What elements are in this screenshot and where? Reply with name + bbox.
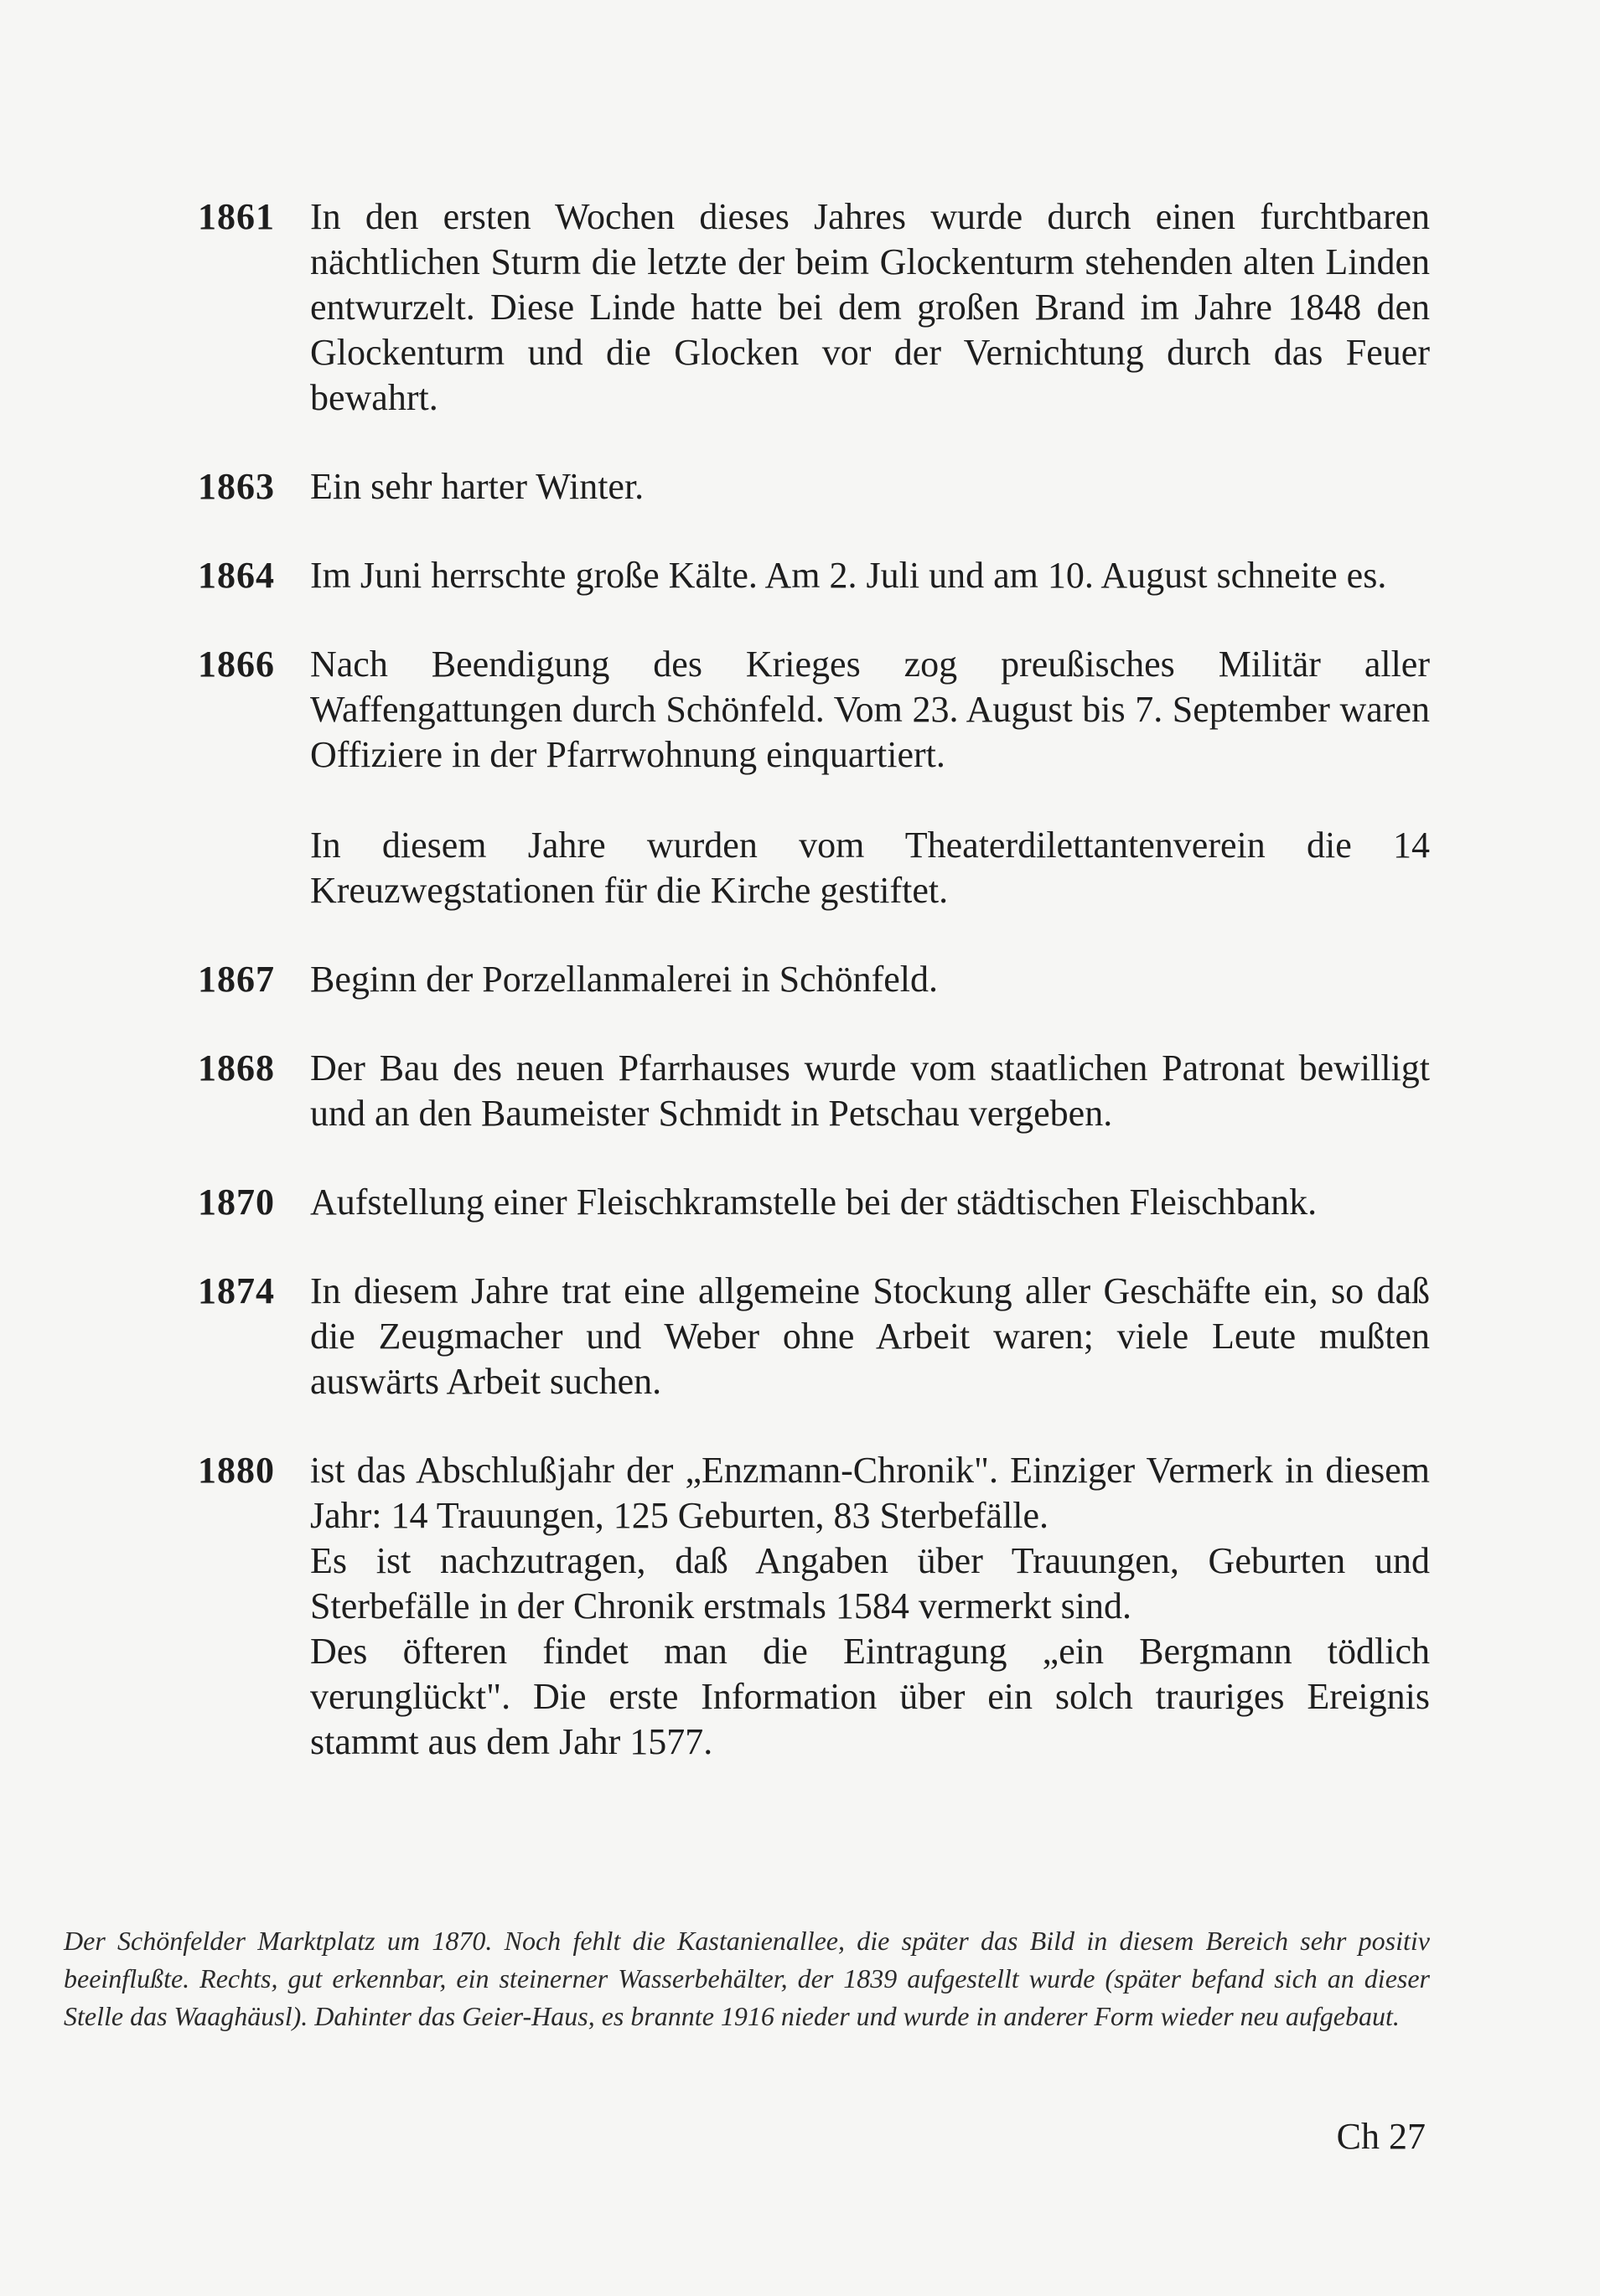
entry-year: 1874 [198, 1270, 275, 1311]
chronicle-entries [198, 194, 1430, 1808]
entry-body [310, 464, 1430, 509]
chronicle-entry [198, 1046, 1430, 1136]
entry-paragraph: Ein sehr harter Winter. [310, 466, 645, 507]
entry-year: 1870 [198, 1182, 275, 1223]
chronicle-entry [198, 464, 1430, 509]
entry-body [310, 553, 1430, 598]
entry-body [310, 642, 1430, 913]
entry-year: 1880 [198, 1450, 275, 1491]
entry-paragraph: ist das Abschlußjahr der „Enzmann-Chronik". Einziger Vermerk in diesem Jahr: 14 Trauungen, 125 Geburten, 83 Sterbefälle. [310, 1450, 1430, 1536]
entry-year: 1868 [198, 1047, 275, 1089]
entry-paragraph: Im Juni herrschte große Kälte. Am 2. Juli und am 10. August schneite es. [310, 555, 1387, 596]
chronicle-entry [198, 194, 1430, 421]
entry-paragraph: Der Bau des neuen Pfarrhauses wurde vom staatlichen Patronat bewilligt und an den Baumeister Schmidt in Petschau vergeben. [310, 1047, 1430, 1134]
entry-paragraph: In diesem Jahre trat eine allgemeine Stockung aller Geschäfte ein, so daß die Zeugmacher und Weber ohne Arbeit waren; viele Leute mußten auswärts Arbeit suchen. [310, 1270, 1430, 1402]
chronicle-entry [198, 1180, 1430, 1225]
entry-body [310, 1269, 1430, 1404]
chronicle-entry [198, 1269, 1430, 1404]
entry-body [310, 1448, 1430, 1765]
entry-year: 1866 [198, 644, 275, 685]
page-number: Ch 27 [1336, 2116, 1426, 2157]
entry-body [310, 957, 1430, 1002]
entry-body [310, 1046, 1430, 1136]
entry-paragraph: Es ist nachzutragen, daß Angaben über Trauungen, Geburten und Sterbefälle in der Chronik erstmals 1584 vermerkt sind. [310, 1540, 1430, 1626]
chronicle-entry [198, 642, 1430, 913]
chronicle-entry [198, 957, 1430, 1002]
photo-caption: Der Schönfelder Marktplatz um 1870. Noch fehlt die Kastanienallee, die später das Bild in diesem Bereich sehr positiv beeinflußte. Rechts, gut erkennbar, ein steinerner Wasserbehälter, der 1839 aufgestellt wurde (später befand sich an dieser Stelle das Waaghäusl). Dahinter das Geier-Haus, es brannte 1916 nieder und wurde in anderer Form wieder neu aufgebaut. [64, 1926, 1430, 2031]
entry-year: 1867 [198, 959, 275, 1000]
entry-year: 1864 [198, 555, 275, 596]
entry-paragraph: Des öfteren findet man die Eintragung „ein Bergmann tödlich verunglückt". Die erste Information über ein solch trauriges Ereignis stammt aus dem Jahr 1577. [310, 1631, 1430, 1762]
entry-body [310, 194, 1430, 421]
entry-paragraph: Nach Beendigung des Krieges zog preußisches Militär aller Waffengattungen durch Schönfeld. Vom 23. August bis 7. September waren Offiziere in der Pfarrwohnung einquartiert. [310, 644, 1430, 775]
chronicle-entry [198, 1448, 1430, 1765]
entry-body [310, 1180, 1430, 1225]
entry-year: 1863 [198, 466, 275, 507]
chronicle-entry [198, 553, 1430, 598]
entry-year: 1861 [198, 196, 275, 237]
entry-paragraph: In den ersten Wochen dieses Jahres wurde durch einen furchtbaren nächtlichen Sturm die letzte der beim Glockenturm stehenden alten Linden entwurzelt. Diese Linde hatte bei dem großen Brand im Jahre 1848 den Glockenturm und die Glocken vor der Vernichtung durch das Feuer bewahrt. [310, 196, 1430, 418]
entry-paragraph: Beginn der Porzellanmalerei in Schönfeld. [310, 959, 938, 1000]
entry-paragraph: In diesem Jahre wurden vom Theaterdilettantenverein die 14 Kreuzwegstationen für die Kirche gestiftet. [310, 825, 1430, 911]
entry-paragraph: Aufstellung einer Fleischkramstelle bei der städtischen Fleischbank. [310, 1182, 1318, 1223]
